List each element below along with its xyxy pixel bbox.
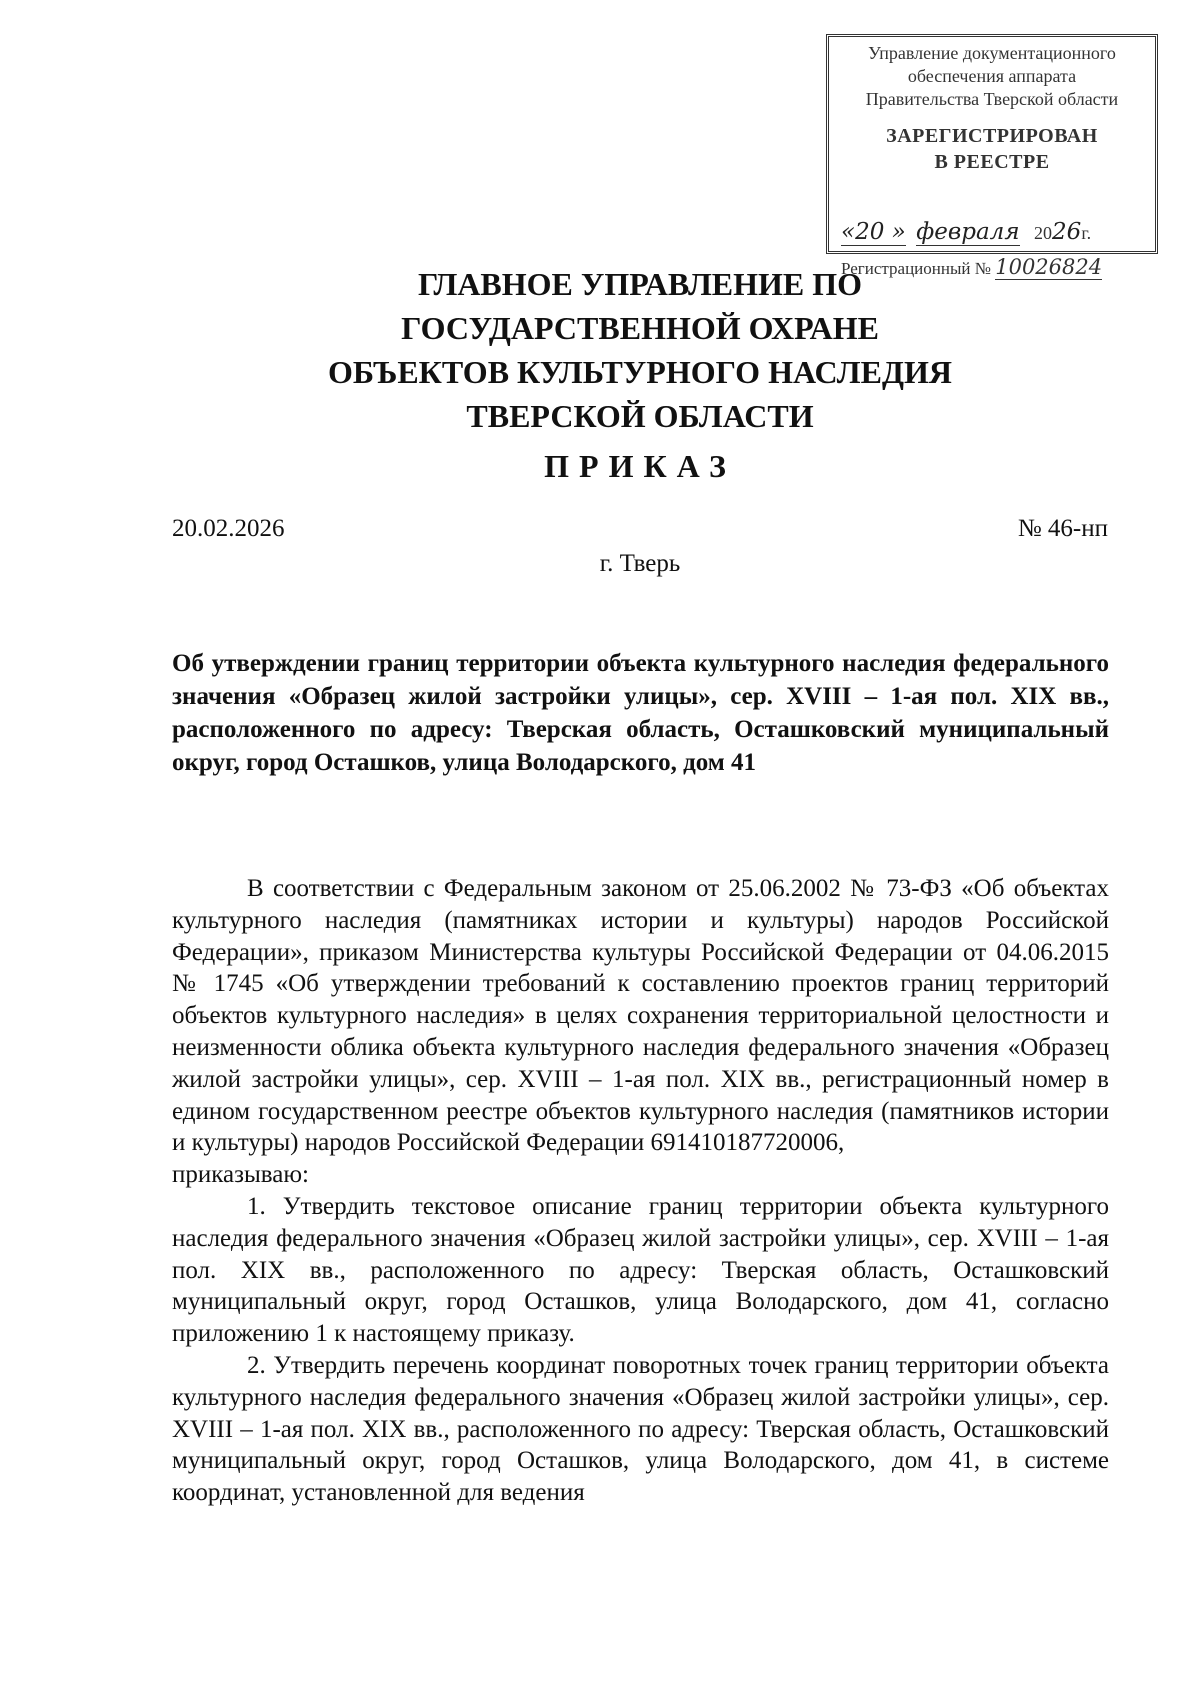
stamp-date-month: февраля <box>916 219 1020 245</box>
stamp-date <box>841 219 1141 246</box>
stamp-date-year-suffix: г. <box>1081 223 1092 243</box>
stamp-date-day: «20 » <box>841 219 906 245</box>
org-line-3: ОБЪЕКТОВ КУЛЬТУРНОГО НАСЛЕДИЯ <box>328 354 952 390</box>
body-item-2: 2. Утвердить перечень координат поворотных точек границ территории объекта культурного наследия федерального значения «Образец жилой застройки улицы», сер. XVIII – 1-ая пол. XIX вв., расположенного по адресу: Тверская область, Осташковский муниципальный округ, город Осташков, улица Володарского, дом 41, в системе координат, установленной для ведения <box>172 1351 1109 1507</box>
body-preamble: В соответствии с Федеральным законом от 25.06.2002 № 73-ФЗ «Об объектах культурного наследия (памятниках истории и культуры) народов Российской Федерации», приказом Министерства культуры Российской Федерации от 04.06.2015 № 1745 «Об утверждении требований к составлению проектов границ территорий объектов культурного наследия» в целях сохранения территориальной целостности и неизменности облика объекта культурного наследия федерального значения «Образец жилой застройки улицы», сер. XVIII – 1-ая пол. XIX вв., регистрационный номер в едином государственном реестре объектов культурного наследия (памятников истории и культуры) народов Российской Федерации 691410187720006, <box>172 875 1109 1157</box>
document-city: г. Тверь <box>599 550 681 577</box>
stamp-date-year: 26 <box>1052 219 1082 245</box>
stamp-reg-label: Регистрационный № <box>841 259 991 278</box>
stamp-issuer <box>829 42 1155 111</box>
stamp-reg-value: 10026824 <box>995 255 1103 279</box>
stamp-issuer-line3: Правительства Тверской области <box>865 89 1119 109</box>
stamp-date-year-prefix: 20 <box>1034 223 1053 243</box>
document-date: 20.02.2026 <box>172 515 285 542</box>
document-number: № 46-нп <box>1017 515 1108 542</box>
org-line-2: ГОСУДАРСТВЕННОЙ ОХРАНЕ <box>401 310 879 346</box>
document-subject: Об утверждении границ территории объекта культурного наследия федерального значения «Образец жилой застройки улицы», сер. XVIII – 1-ая пол. XIX вв., расположенного по адресу: Тверская область, Осташковский муниципальный округ, город Осташков, улица Володарского, дом 41 <box>172 650 1109 776</box>
org-line-4: ТВЕРСКОЙ ОБЛАСТИ <box>466 398 814 434</box>
body-item-1: 1. Утвердить текстовое описание границ территории объекта культурного наследия федерального значения «Образец жилой застройки улицы», сер. XVIII – 1-ая пол. XIX вв., расположенного по адресу: Тверская область, Осташковский муниципальный округ, город Осташков, улица Володарского, дом 41, согласно приложению 1 к настоящему приказу. <box>172 1192 1109 1348</box>
stamp-registered-line2: В РЕЕСТРЕ <box>934 151 1050 173</box>
organization-title <box>200 262 1080 438</box>
org-line-1: ГЛАВНОЕ УПРАВЛЕНИЕ ПО <box>417 266 863 302</box>
stamp-issuer-line1: Управление документационного <box>868 43 1116 63</box>
document-type: ПРИКАЗ <box>544 448 736 484</box>
stamp-registered <box>829 123 1155 175</box>
registration-stamp <box>826 34 1158 279</box>
document-body <box>172 873 1109 1509</box>
stamp-issuer-line2: обеспечения аппарата <box>907 66 1077 86</box>
stamp-registered-line1: ЗАРЕГИСТРИРОВАН <box>886 125 1098 147</box>
body-order-word: приказываю: <box>172 1161 309 1189</box>
